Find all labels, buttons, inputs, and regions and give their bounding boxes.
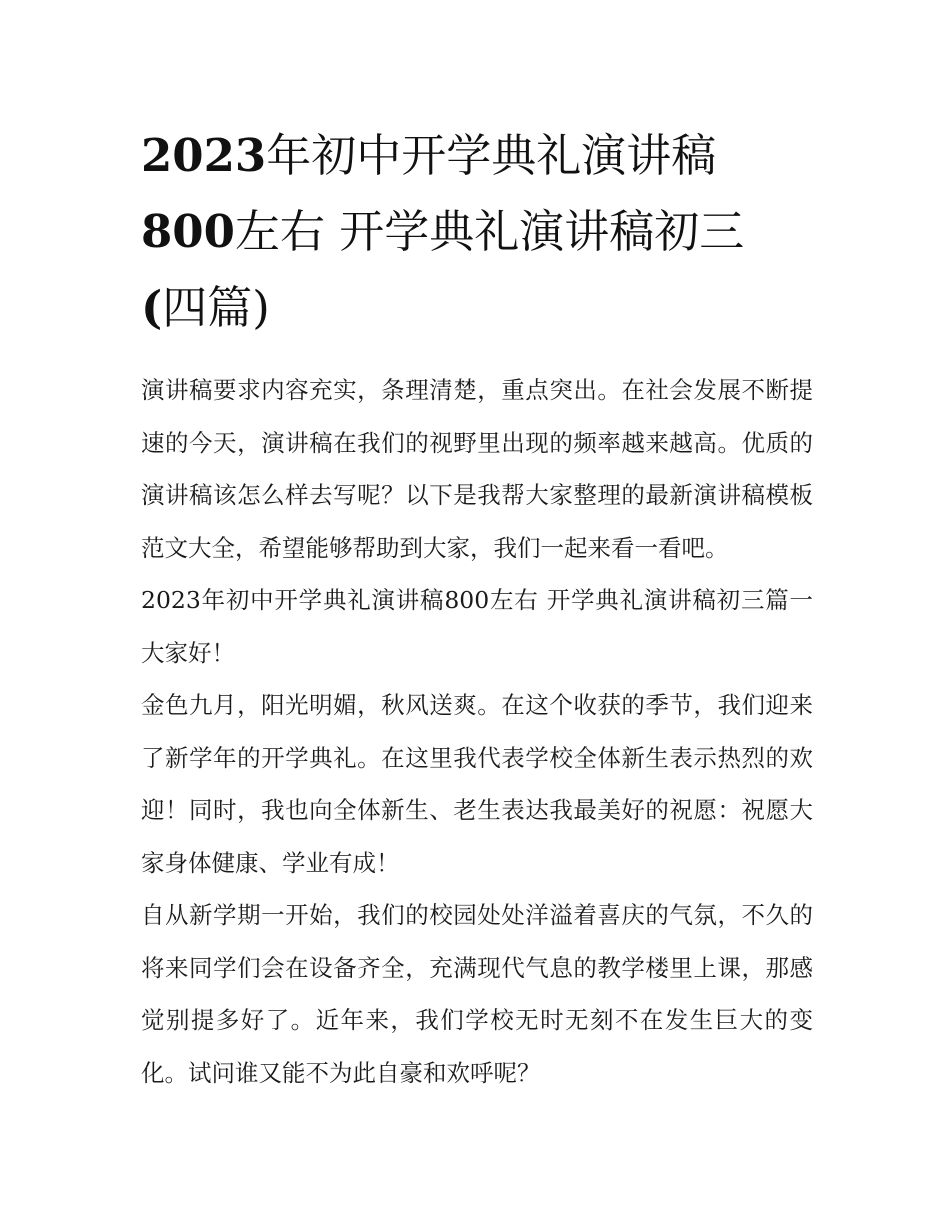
title-text: 四篇) (162, 281, 270, 334)
title-line (141, 194, 813, 270)
title-line (141, 270, 813, 346)
title-text: 年初中开学典礼演讲稿 (266, 129, 717, 182)
title-number: 2023 (141, 129, 267, 182)
title-line (141, 118, 813, 194)
body-paragraph: 金色九月，阳光明媚，秋风送爽。在这个收获的季节，我们迎来了新学年的开学典礼。在这里我代表学校全体新生表示热烈的欢迎！同时，我也向全体新生、老生表达我最美好的祝愿：祝愿大家身体健康、学业有成！ (141, 691, 813, 877)
document-body (141, 364, 813, 1099)
document-content (141, 118, 813, 1099)
intro-paragraph: 演讲稿要求内容充实，条理清楚，重点突出。在社会发展不断提速的今天，演讲稿在我们的视野里出现的频率越来越高。优质的演讲稿该怎么样去写呢？以下是我帮大家整理的最新演讲稿模板范文大全，希望能够帮助到大家，我们一起来看一看吧。 (141, 376, 813, 562)
body-paragraph: 自从新学期一开始，我们的校园处处洋溢着喜庆的气氛，不久的将来同学们会在设备齐全，充满现代气息的教学楼里上课，那感觉别提多好了。近年来，我们学校无时无刻不在发生巨大的变化。试问谁又能不为此自豪和欢呼呢？ (141, 901, 813, 1087)
title-text: 左右 开学典礼演讲稿初三 (234, 205, 745, 258)
section-heading-paragraph: 2023年初中开学典礼演讲稿800左右 开学典礼演讲稿初三篇一 大家好！ (141, 586, 813, 667)
title-number: 800 (141, 205, 235, 258)
title-number: ( (141, 281, 163, 334)
document-title (141, 118, 813, 346)
